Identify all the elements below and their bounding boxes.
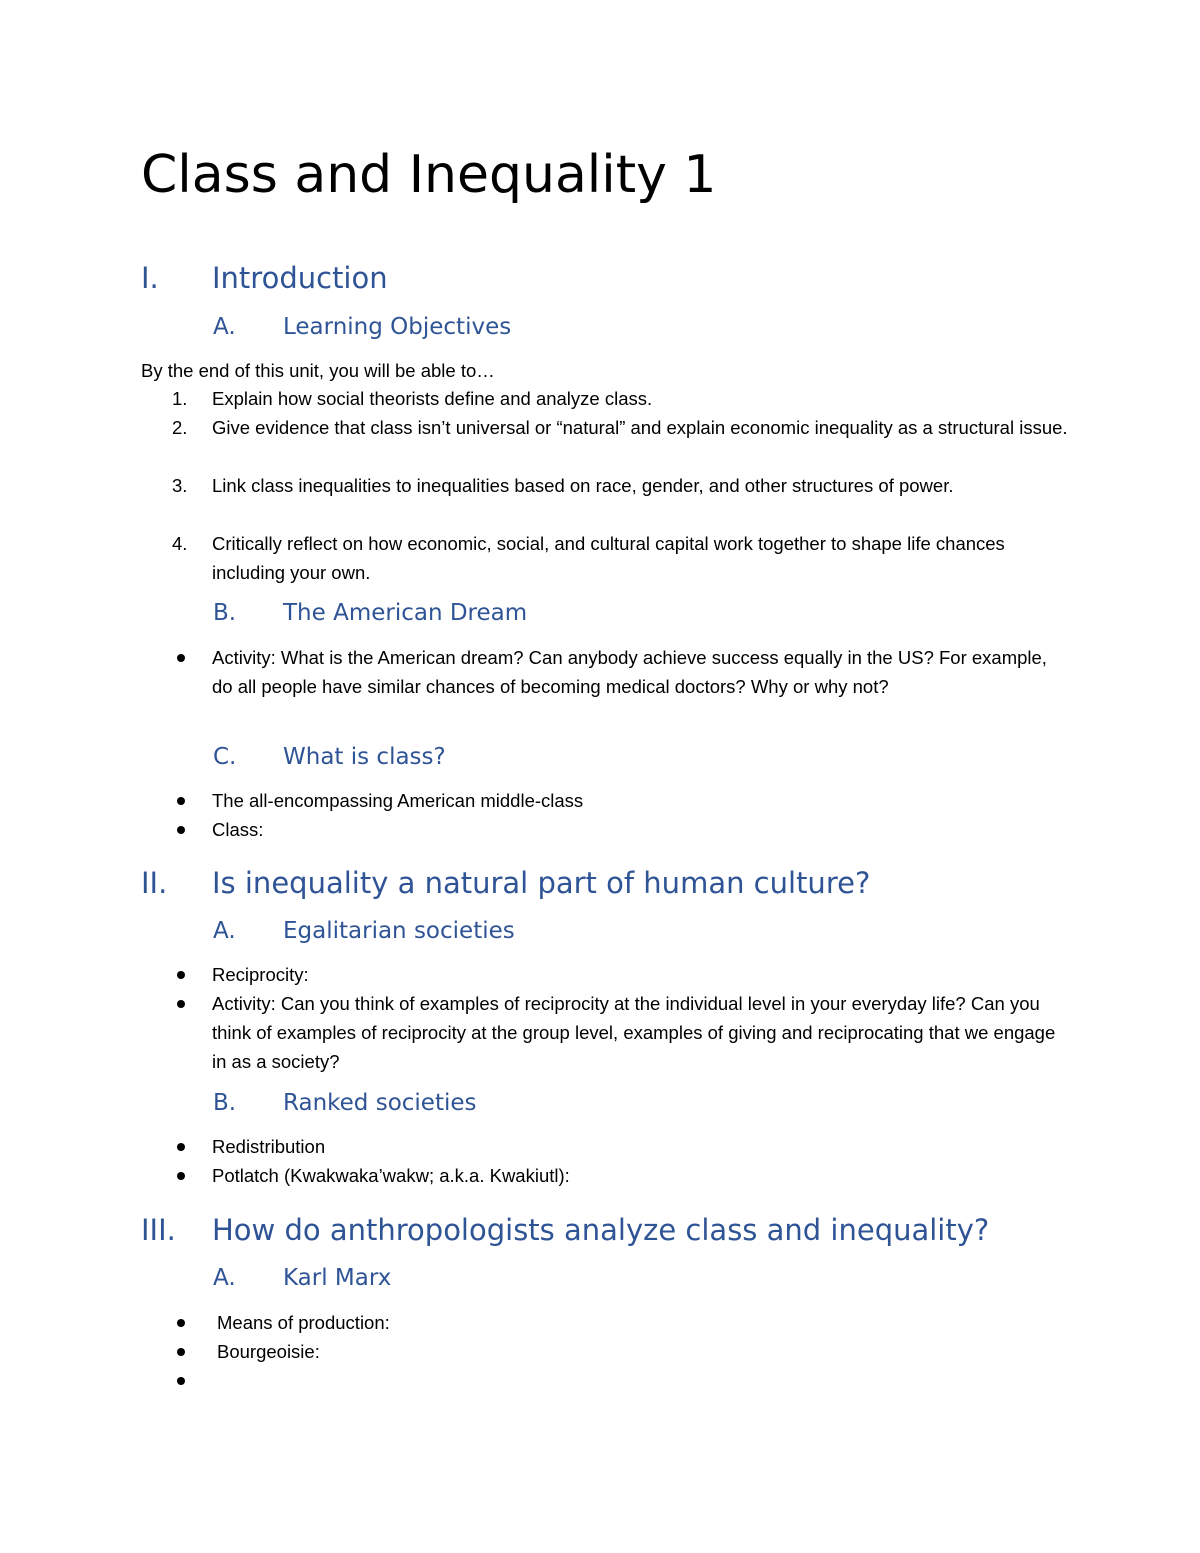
list-item (172, 384, 1072, 413)
bullet-dot (177, 1000, 185, 1008)
page-title: Class and Inequality 1 (141, 145, 717, 205)
section-title: Is inequality a natural part of human culture? (212, 866, 871, 900)
list-item (172, 471, 1072, 500)
subsection-number: A. (213, 1265, 236, 1291)
bullet-item (172, 989, 1072, 1076)
list-number: 2. (172, 417, 188, 438)
bullet-text: Activity: Can you think of examples of reciprocity at the individual level in your everyday life? Can you think of examples of reciprocity at the group level, examples of giving and reciprocating that we engage in as a society? (212, 993, 1056, 1072)
bullet-item (172, 1132, 1072, 1161)
subsection-title: What is class? (283, 744, 446, 770)
bullet-item (172, 1161, 1072, 1190)
list-item-text: Critically reflect on how economic, social, and cultural capital work together to shape life chances including your own. (212, 533, 1005, 583)
subsection-title: Learning Objectives (283, 314, 512, 340)
bullet-dot (177, 971, 185, 979)
list-number: 3. (172, 475, 188, 496)
bullet-item (172, 643, 1072, 701)
bullet-text: Class: (212, 819, 264, 840)
bullet-dot (177, 1319, 185, 1327)
bullet-dot (177, 797, 185, 805)
bullet-text: Redistribution (212, 1136, 326, 1157)
subsection-title: The American Dream (283, 600, 528, 626)
bullet-item (172, 1337, 1072, 1366)
bullet-text: Potlatch (Kwakwaka’wakw; a.k.a. Kwakiutl): (212, 1165, 570, 1186)
bullet-text: Bourgeoisie: (217, 1341, 320, 1362)
list-number: 1. (172, 388, 188, 409)
subsection-number: A. (213, 918, 236, 944)
bullet-item (172, 786, 1072, 815)
bullet-text: The all-encompassing American middle-class (212, 790, 584, 811)
bullet-item (172, 1308, 1072, 1337)
bullet-dot (177, 1143, 185, 1151)
objectives-intro: By the end of this unit, you will be able to… (141, 360, 495, 381)
subsection-title: Egalitarian societies (283, 918, 515, 944)
list-item (172, 529, 1072, 587)
bullet-dot (177, 1172, 185, 1180)
section-number: I. (141, 261, 159, 295)
subsection-number: B. (213, 1090, 237, 1116)
section-title: How do anthropologists analyze class and inequality? (212, 1213, 990, 1247)
subsection-number: A. (213, 314, 236, 340)
section-number: II. (141, 866, 168, 900)
bullet-text: Means of production: (217, 1312, 390, 1333)
bullet-item (172, 815, 1072, 844)
subsection-number: C. (213, 744, 237, 770)
list-item-text: Explain how social theorists define and analyze class. (212, 388, 653, 409)
bullet-item (172, 960, 1072, 989)
bullet-text: Reciprocity: (212, 964, 309, 985)
section-title: Introduction (212, 261, 388, 295)
list-item-text: Give evidence that class isn’t universal or “natural” and explain economic inequality as a structural issue. (212, 417, 1068, 438)
list-item (172, 413, 1072, 442)
subsection-title: Karl Marx (283, 1265, 392, 1291)
bullet-dot (177, 1348, 185, 1356)
subsection-number: B. (213, 600, 237, 626)
bullet-dot (177, 654, 185, 662)
list-number: 4. (172, 533, 188, 554)
subsection-title: Ranked societies (283, 1090, 477, 1116)
bullet-dot (177, 826, 185, 834)
bullet-dot (177, 1377, 185, 1385)
bullet-text: Activity: What is the American dream? Can anybody achieve success equally in the US? For example, do all people have similar chances of becoming medical doctors? Why or why not? (212, 647, 1047, 697)
section-number: III. (141, 1213, 176, 1247)
list-item-text: Link class inequalities to inequalities based on race, gender, and other structures of power. (212, 475, 954, 496)
